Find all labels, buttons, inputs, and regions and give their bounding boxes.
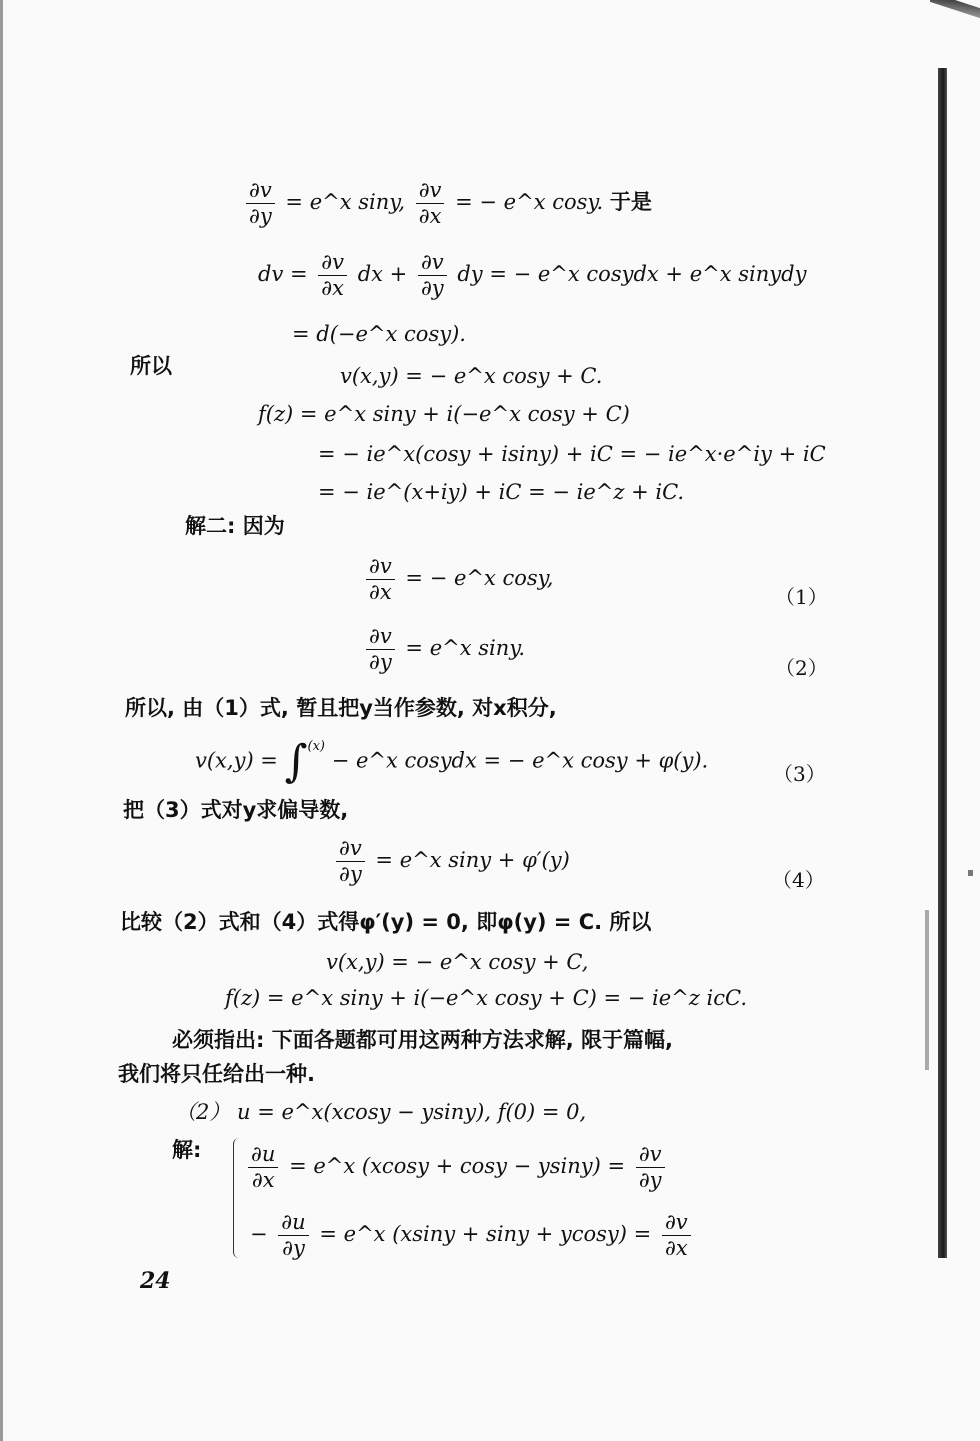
fraction: $\frac{\partial v}{\partial x}$ [318,252,347,299]
equation-tag-4: （4） [772,868,825,892]
text-suoyi: 所以 [130,354,172,378]
paragraph-compare: 比较（2）式和（4）式得φ′(y) = 0, 即φ(y) = C. 所以 [120,910,652,934]
scan-binding-strip [938,68,947,1258]
fraction: $\frac{\partial v}{\partial y}$ [418,252,447,299]
problem-2-statement: （2） u = e^x(xcosy − ysiny), f(0) = 0, [175,1100,587,1124]
paragraph-integrate: 所以, 由（1）式, 暂且把y当作参数, 对x积分, [125,696,557,720]
system-equation-2: − $\frac{\partial u}{\partial y}$ = e^x (xsiny + siny + ycosy) = $\frac{\partial v}{\partial x}$ [250,1212,695,1259]
paragraph-partial: 把（3）式对y求偏导数, [123,798,349,822]
fraction: $\frac{\partial v}{\partial y}$ [636,1144,665,1191]
fraction: $\frac{\partial v}{\partial x}$ [662,1212,691,1259]
equation-1: $\frac{\partial v}{\partial x}$ = − e^x cosy, [362,556,553,603]
equation-2: $\frac{\partial v}{\partial y}$ = e^x siny. [362,626,525,673]
equation-line-5: f(z) = e^x siny + i(−e^x cosy + C) [258,402,630,426]
scan-speck [968,870,973,876]
system-equation-1: $\frac{\partial u}{\partial x}$ = e^x (xcosy + cosy − ysiny) = $\frac{\partial v}{\partial y}$ [244,1144,669,1191]
system-brace [233,1138,240,1258]
equation-line-2: dv = $\frac{\partial v}{\partial x}$ dx + $\frac{\partial v}{\partial y}$ dy = − e^x cosydx + e^x sinydy [258,250,807,300]
scan-corner-mark [930,0,980,18]
equation-line-1: $\frac{\partial v}{\partial y}$ = e^x siny, $\frac{\partial v}{\partial x}$ = − e^x cosy. 于是 [242,180,652,227]
fraction: $\frac{\partial u}{\partial x}$ [248,1144,278,1191]
fraction: $\frac{\partial v}{\partial x}$ [416,180,445,227]
equation-tag-3: （3） [773,762,826,786]
fraction: $\frac{\partial v}{\partial y}$ [366,626,395,673]
heading-method-2: 解二: 因为 [185,514,285,538]
scan-edge-left [0,0,3,1441]
equation-line-9: f(z) = e^x siny + i(−e^x cosy + C) = − ie^z icC. [225,986,748,1010]
fraction: $\frac{\partial v}{\partial y}$ [336,838,365,885]
page-number: 24 [140,1268,171,1294]
fraction: $\frac{\partial u}{\partial y}$ [278,1212,308,1259]
scan-speck [925,910,929,1070]
fraction: $\frac{\partial v}{\partial y}$ [246,180,275,227]
equation-4: $\frac{\partial v}{\partial y}$ = e^x siny + φ′(y) [332,838,570,885]
equation-3: v(x,y) = ∫$^{(x)}$ − e^x cosydx = − e^x cosy + φ(y). [195,736,709,787]
integral-sign: ∫ [284,736,308,787]
equation-tag-2: （2） [775,656,828,680]
fraction: $\frac{\partial v}{\partial x}$ [366,556,395,603]
equation-line-4: v(x,y) = − e^x cosy + C. [340,364,603,388]
equation-line-7: = − ie^(x+iy) + iC = − ie^z + iC. [318,480,685,504]
equation-line-8: v(x,y) = − e^x cosy + C, [326,950,589,974]
paragraph-note-1: 必须指出: 下面各题都可用这两种方法求解, 限于篇幅, [172,1028,673,1052]
equation-line-3: = d(−e^x cosy). [292,322,466,346]
paragraph-note-2: 我们将只任给出一种. [118,1062,315,1086]
equation-line-6: = − ie^x(cosy + isiny) + iC = − ie^x·e^iy + iC [318,442,826,466]
solution-label: 解: [172,1138,202,1162]
equation-tag-1: （1） [775,585,828,609]
